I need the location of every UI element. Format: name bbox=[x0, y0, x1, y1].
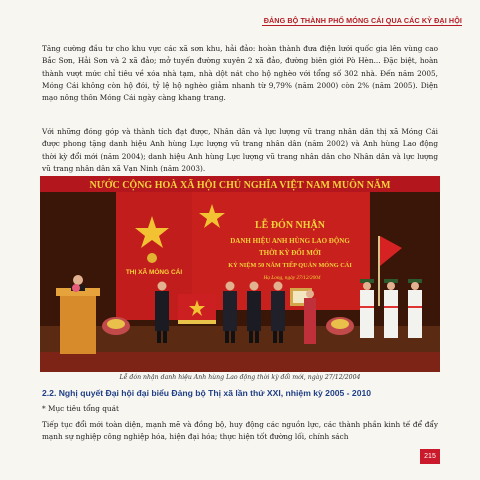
stage-title-1: LỄ ĐÓN NHẬN bbox=[254, 220, 326, 231]
left-panel-text: THỊ XÃ MÓNG CÁI bbox=[125, 269, 183, 276]
section-heading: 2.2. Nghị quyết Đại hội đại biểu Đảng bộ Thị xã lần thứ XXI, nhiệm kỳ 2005 - 2010 bbox=[42, 388, 372, 398]
running-header: ĐẢNG BỘ THÀNH PHỐ MÓNG CÁI QUA CÁC KỲ ĐẠI HỘI bbox=[263, 16, 462, 25]
ceremony-photo bbox=[40, 176, 440, 372]
stage-date: Hạ Long, ngày 27/12/2004 bbox=[263, 275, 321, 281]
section-paragraph: Tiếp tục đổi mới toàn diện, mạnh mẽ và đồng bộ, huy động các nguồn lực, các thành phần kinh tế để đẩy mạnh sự nghiệp công nghiệp hóa, hiện đại hóa; thực hiện tốt đường lối, chính sách bbox=[42, 420, 438, 442]
stage-title-2: DANH HIỆU ANH HÙNG LAO ĐỘNG bbox=[230, 237, 350, 245]
header-rule bbox=[262, 25, 462, 26]
paragraph-development: Tăng cường đầu tư cho khu vực các xã sơn khu, hải đảo: hoàn thành đưa điện lưới quốc gia lên vùng cao Bắc Sơn, Hải Sơn và 2 xã đảo; mở tuyến đường xuyên 2 xã đảo, đường biên giới Pò Hèn... Đặc biệt, hoàn thành vượt mức chỉ tiêu về xóa nhà tạm, nhà dột nát cho hộ nghèo với tổng số 302 nhà. Đến năm 2005, Móng Cái không còn hộ đói, tỷ lệ hộ nghèo giảm nhanh từ 9,79% (năm 2000) còn 2% (năm 2005). Diện mạo nông thôn Móng Cái ngày càng khang trang. bbox=[42, 44, 438, 103]
paragraph-awards: Với những đóng góp và thành tích đạt được, Nhân dân và lực lượng vũ trang nhân dân thị xã Móng Cái được phong tặng danh hiệu Anh hùng Lực lượng vũ trang nhân dân (năm 2002) và Anh hùng Lao động thời kỳ đổi mới (năm 2004); danh hiệu Anh hùng Lực lượng vũ trang nhân dân cho Nhân dân và lực lượng vũ trang nhân dân xã Vạn Ninh (năm 2003). bbox=[42, 127, 438, 173]
banner-text: NƯỚC CỘNG HOÀ XÃ HỘI CHỦ NGHĨA VIỆT NAM MUÔN NĂM bbox=[89, 180, 391, 191]
page-number: 215 bbox=[420, 449, 440, 464]
section-bullet: * Mục tiêu tổng quát bbox=[42, 404, 119, 413]
photo-caption: Lễ đón nhận danh hiệu Anh hùng Lao động thời kỳ đổi mới, ngày 27/12/2004 bbox=[119, 374, 361, 381]
stage-title-3: THỜI KỲ ĐỔI MỚI bbox=[258, 249, 322, 257]
honor-guard-group bbox=[360, 279, 422, 338]
stage-title-4: KỶ NIỆM 50 NĂM TIẾP QUẢN MÓNG CÁI bbox=[228, 262, 352, 269]
